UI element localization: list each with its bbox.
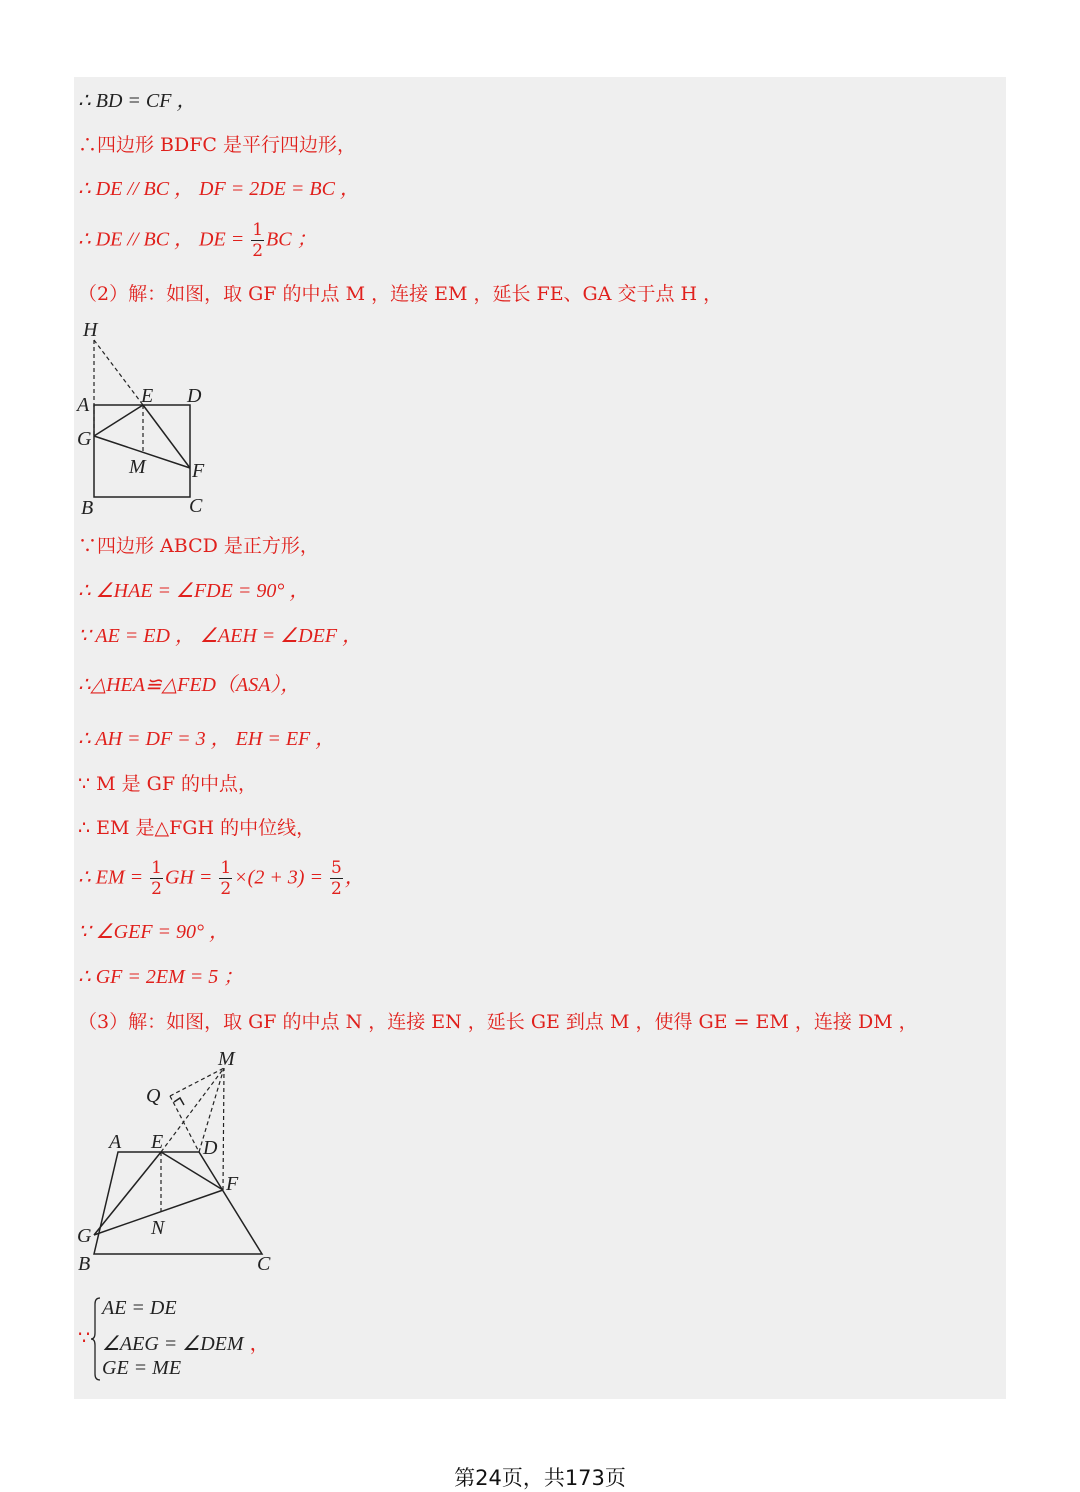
label-a: A (77, 394, 90, 416)
line-text: ∵ M 是 GF 的中点， (78, 773, 258, 795)
line-text: ∵ ∠GEF = 90° ， (78, 921, 230, 943)
dashed-qm (170, 1068, 224, 1096)
line-mid-2: ×(2 + 3) = (234, 866, 328, 889)
label-b: B (81, 497, 94, 519)
line-text: ∴四边形 BDFC 是平行四边形， (78, 134, 356, 156)
proof-line-2 (78, 133, 356, 157)
proof-line-14 (78, 920, 229, 944)
label-d: D (187, 385, 202, 407)
fraction-numerator: 1 (151, 858, 162, 878)
segment-ef (143, 405, 190, 468)
brace-icon (90, 1296, 102, 1382)
system-row-1: AE = DE (102, 1297, 177, 1319)
label-b: B (78, 1253, 91, 1275)
label-m: M (218, 1048, 235, 1070)
system-suffix: ， (249, 1333, 270, 1355)
proof-line-4 (78, 220, 317, 261)
part-2-header (78, 282, 722, 306)
fraction-2 (219, 858, 232, 899)
fraction-1 (150, 858, 163, 899)
proof-line-10 (78, 727, 335, 751)
fraction-denominator: 2 (151, 879, 162, 899)
label-f: F (192, 460, 205, 482)
line-mid: GH = (164, 866, 218, 889)
fraction-denominator: 2 (252, 241, 264, 261)
label-c: C (257, 1253, 271, 1275)
figure-2-trapezoid-diagram (74, 1044, 284, 1276)
line-suffix: BC ； (266, 228, 317, 251)
line-text: ∴ GF = 2EM = 5 ； (78, 966, 244, 988)
proof-line-13 (78, 858, 365, 899)
label-h: H (83, 319, 98, 341)
equation-system (78, 1294, 338, 1384)
proof-line-9 (78, 673, 300, 697)
label-g: G (77, 428, 92, 450)
fraction-numerator: 1 (252, 220, 264, 240)
proof-line-3 (78, 177, 360, 201)
label-e: E (141, 385, 154, 407)
proof-line-8 (78, 624, 362, 648)
proof-line-6 (78, 534, 319, 558)
line-text: ∴ DE // BC ， DF = 2DE = BC ， (78, 178, 360, 200)
label-f: F (226, 1173, 239, 1195)
proof-line-1 (78, 89, 196, 113)
label-d: D (203, 1137, 218, 1159)
fraction-denominator: 2 (220, 879, 232, 899)
line-text: ∵四边形 ABCD 是正方形， (78, 535, 319, 557)
line-text: ∴ EM 是△FGH 的中位线， (78, 817, 316, 839)
label-q: Q (146, 1085, 161, 1107)
system-row-3: GE = ME (102, 1357, 182, 1379)
system-row-2 (102, 1327, 270, 1356)
fraction-denominator: 2 (330, 879, 342, 899)
system-row-2-text: ∠AEG = ∠DEM (102, 1333, 244, 1355)
segment-ge (94, 405, 143, 436)
label-e: E (151, 1131, 164, 1153)
label-c: C (189, 495, 203, 517)
line-text: ∴△HEA≌△FED（ASA）， (78, 674, 301, 696)
label-a: A (109, 1131, 122, 1153)
fraction-3 (330, 858, 343, 899)
proof-line-12 (78, 816, 315, 840)
line-prefix: ∴ EM = (78, 866, 149, 889)
dashed-fm (223, 1068, 224, 1190)
part-3-header (78, 1010, 918, 1034)
line-text: ∵ AE = ED ， ∠AEH = ∠DEF ， (78, 625, 363, 647)
fraction (251, 220, 264, 261)
proof-line-11 (78, 772, 257, 796)
figure-1-square-diagram (74, 316, 224, 522)
square-abcd (94, 405, 190, 497)
line-prefix: ∴ DE // BC ， DE = (78, 228, 250, 251)
line-text: ∴ AH = DF = 3 ， EH = EF ， (78, 728, 336, 750)
because-symbol: ∵ (78, 1327, 91, 1349)
line-suffix: ， (344, 866, 365, 889)
fraction-numerator: 1 (220, 858, 232, 878)
right-angle-mark (174, 1098, 184, 1105)
label-m: M (129, 456, 146, 478)
dashed-he (94, 340, 143, 405)
line-text: （3）解：如图，取 GF 的中点 N ，连接 EN ，延长 GE 到点 M ，使得 GE = EM ，连接 DM ， (78, 1011, 918, 1033)
line-text: ∴ BD = CF ， (78, 90, 197, 112)
line-text: ∴ ∠HAE = ∠FDE = 90° ， (78, 580, 310, 602)
proof-line-7 (78, 579, 309, 603)
label-g: G (77, 1225, 92, 1247)
proof-line-15 (78, 965, 243, 989)
label-n: N (151, 1217, 165, 1239)
line-text: （2）解：如图，取 GF 的中点 M ，连接 EM ，延长 FE、GA 交于点 H ， (78, 283, 723, 305)
page-footer: 第24页，共173页 (454, 1466, 626, 1490)
fraction-numerator: 5 (330, 858, 342, 878)
